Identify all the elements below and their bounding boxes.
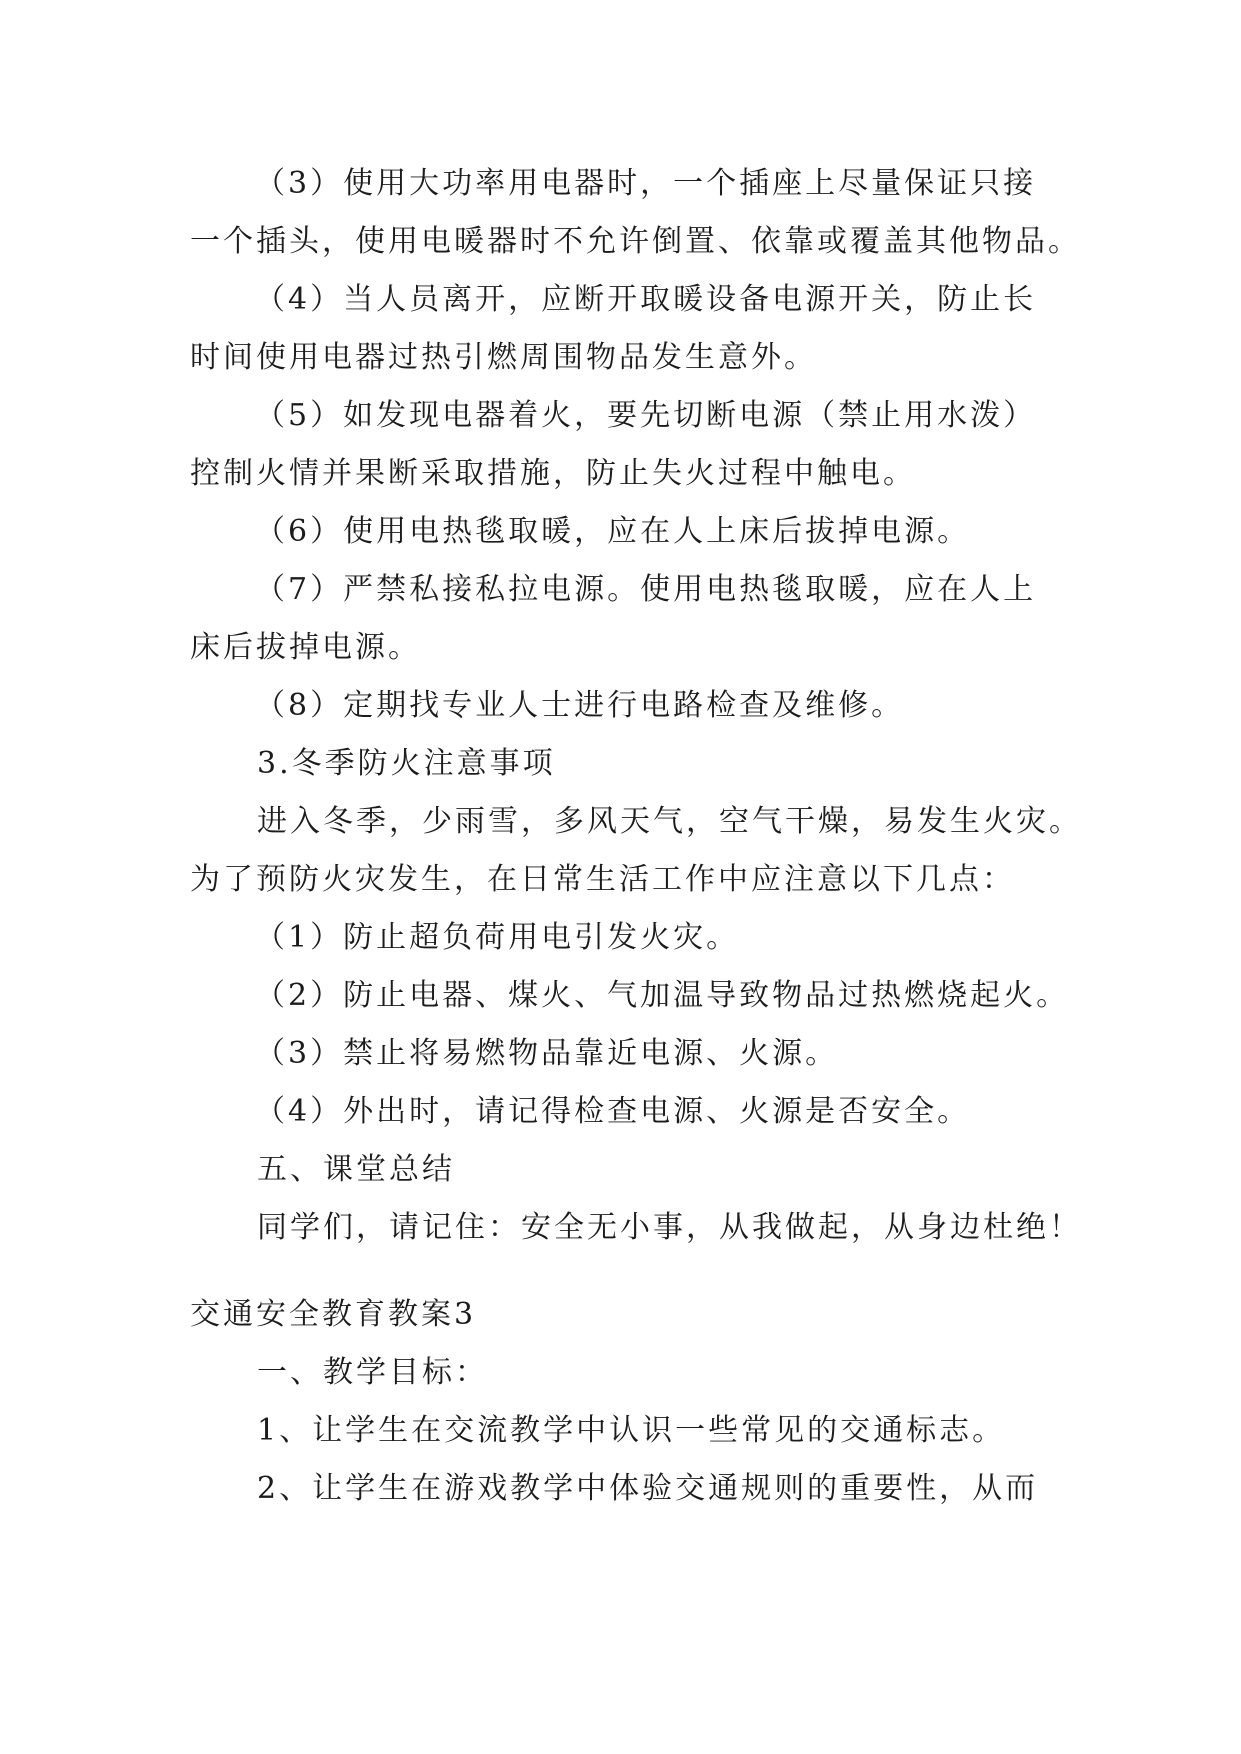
text-line: （4）当人员离开，应断开取暖设备电源开关，防止长 — [255, 282, 1037, 317]
section-heading: 五、课堂总结 — [257, 1152, 455, 1187]
text-line: 进入冬季，少雨雪，多风天气，空气干燥，易发生火灾。 — [257, 804, 1082, 839]
text-line: （8）定期找专业人士进行电路检查及维修。 — [255, 688, 905, 723]
text-line: （7）严禁私接私拉电源。使用电热毯取暖，应在人上 — [255, 572, 1037, 607]
section-heading: 3.冬季防火注意事项 — [257, 746, 556, 781]
section-heading: 一、教学目标： — [257, 1355, 488, 1390]
text-line: 1、让学生在交流教学中认识一些常见的交通标志。 — [257, 1413, 1006, 1448]
text-line: （6）使用电热毯取暖，应在人上床后拔掉电源。 — [255, 514, 971, 549]
text-line: （2）防止电器、煤火、气加温导致物品过热燃烧起火。 — [255, 978, 1070, 1013]
document-title: 交通安全教育教案3 — [190, 1297, 477, 1332]
text-line: 控制火情并果断采取措施，防止失火过程中触电。 — [190, 456, 916, 491]
text-line: 为了预防火灾发生，在日常生活工作中应注意以下几点： — [190, 862, 1015, 897]
text-line: 2、让学生在游戏教学中体验交通规则的重要性，从而 — [257, 1471, 1039, 1506]
text-line: 同学们，请记住：安全无小事，从我做起，从身边杜绝！ — [257, 1210, 1082, 1245]
text-line: 床后拔掉电源。 — [190, 630, 421, 665]
text-line: 时间使用电器过热引燃周围物品发生意外。 — [190, 340, 817, 375]
text-line: （4）外出时，请记得检查电源、火源是否安全。 — [255, 1094, 971, 1129]
text-line: （1）防止超负荷用电引发火灾。 — [255, 920, 740, 955]
text-line: 一个插头，使用电暖器时不允许倒置、依靠或覆盖其他物品。 — [190, 224, 1081, 259]
text-line: （3）使用大功率用电器时，一个插座上尽量保证只接 — [255, 166, 1037, 201]
text-line: （5）如发现电器着火，要先切断电源（禁止用水泼） — [255, 398, 1037, 433]
text-line: （3）禁止将易燃物品靠近电源、火源。 — [255, 1036, 839, 1071]
